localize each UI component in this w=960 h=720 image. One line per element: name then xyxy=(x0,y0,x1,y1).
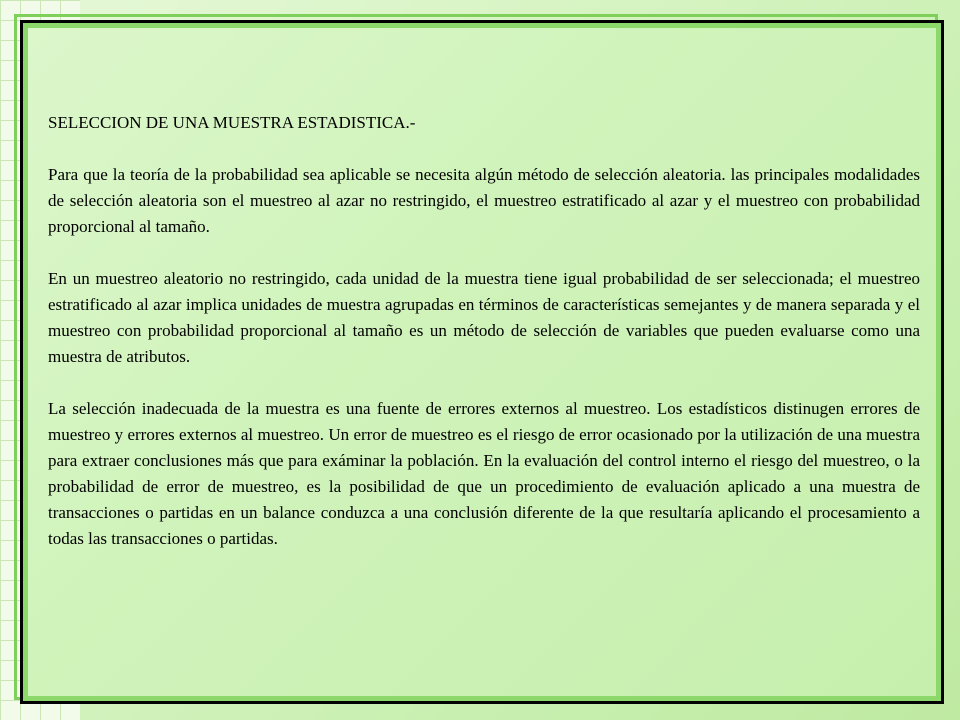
paragraph-sampling-errors: La selección inadecuada de la muestra es una fuente de errores externos al muestreo. Los estadísticos distinugen errores de muestreo y errores externos al muestreo. Un error de muestreo es el riesgo de error ocasionado por la utilización de una muestra para extraer conclusiones más que para exáminar la población. En la evaluación del control interno el riesgo del muestreo, o la probabilidad de error de muestreo, es la posibilidad de que un procedimiento de evaluación aplicado a una muestra de transacciones o partidas en un balance conduzca a una conclusión diferente de la que resultaría aplicando el procesamiento a todas las transacciones o partidas. xyxy=(48,399,920,548)
slide-title: SELECCION DE UNA MUESTRA ESTADISTICA.- xyxy=(48,113,416,132)
paragraph-random-selection: Para que la teoría de la probabilidad sea aplicable se necesita algún método de selección aleatoria. las principales modalidades de selección aleatoria son el muestreo al azar no restringido, el muestreo estratificado al azar y el muestreo con probabilidad proporcional al tamaño. xyxy=(48,165,920,236)
paragraph-unrestricted-sampling: En un muestreo aleatorio no restringido, cada unidad de la muestra tiene igual probabilidad de ser seleccionada; el muestreo estratificado al azar implica unidades de muestra agrupadas en términos de características semejantes y de manera separada y el muestreo con probabilidad proporcional al tamaño es un método de selección de variables que pueden evaluarse como una muestra de atributos. xyxy=(48,269,920,366)
slide-content xyxy=(48,110,920,578)
